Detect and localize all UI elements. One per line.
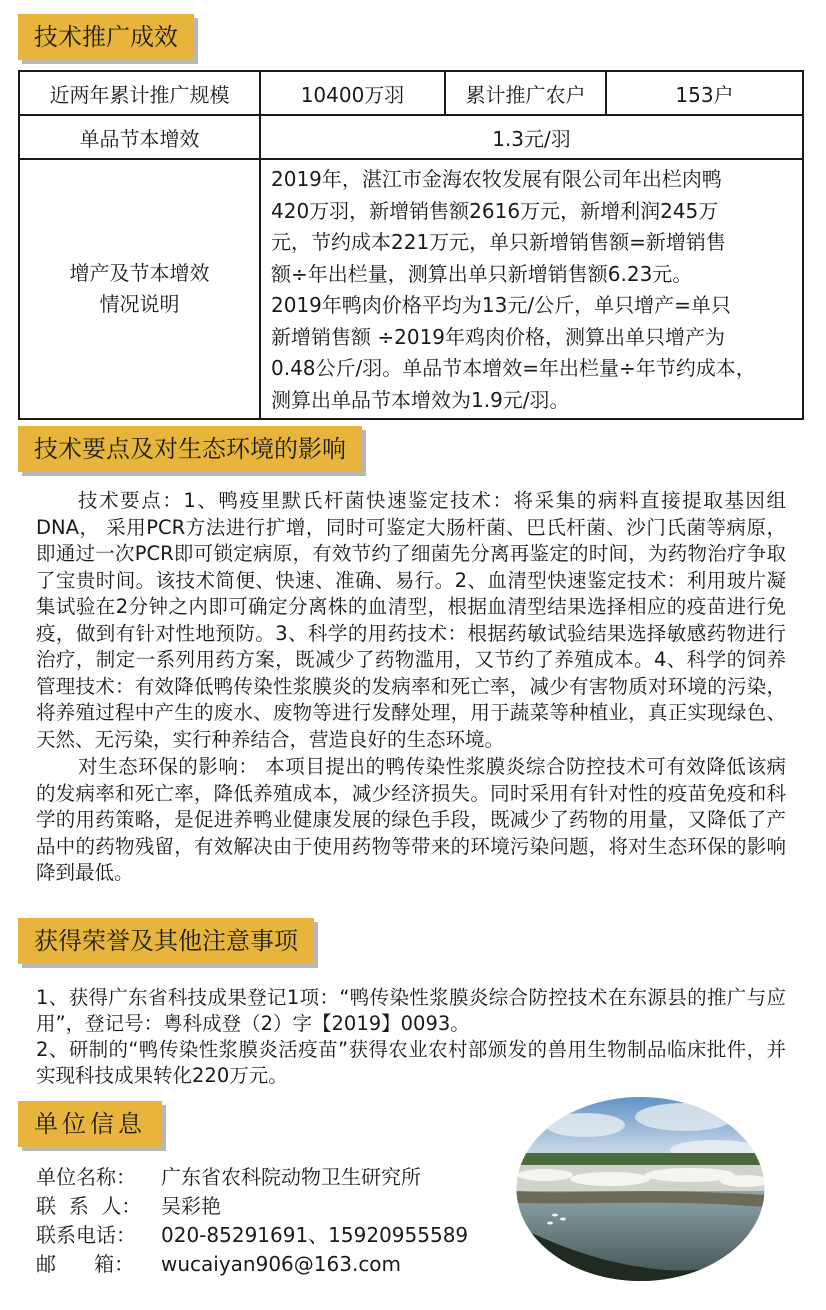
honor-item: 1、获得广东省科技成果登记1项：“鸭传染性浆膜炎综合防控技术在东源县的推广与应用”，登记号：粤科成登（2）字【2019】0093。 bbox=[36, 986, 786, 1035]
honor-item: 2、研制的“鸭传染性浆膜炎活疫苗”获得农业农村部颁发的兽用生物制品临床批件，并实现科技成果转化220万元。 bbox=[36, 1038, 786, 1087]
explain-line: 元，节约成本221万元，单只新增销售额=新增销售 bbox=[271, 230, 726, 254]
email-label: 邮 箱： bbox=[36, 1252, 135, 1276]
explain-line: 2019年，湛江市金海农牧发展有限公司年出栏肉鸭 bbox=[271, 167, 722, 191]
section-title-tech: 技术要点及对生态环境的影响 bbox=[18, 426, 362, 472]
explain-line: 420万羽，新增销售额2616万元，新增利润245万 bbox=[271, 198, 719, 223]
farmers-value: 153户 bbox=[606, 71, 803, 115]
section-title-results: 技术推广成效 bbox=[18, 14, 194, 60]
explain-line: 额÷年出栏量，测算出单只新增销售额6.23元。 bbox=[271, 261, 693, 286]
explain-label-line1: 增产及节本增效 bbox=[69, 261, 210, 285]
unit-name-row bbox=[36, 1163, 468, 1192]
farmers-label: 累计推广农户 bbox=[445, 71, 606, 115]
explain-line: 2019年鸭肉价格平均为13元/公斤，单只增产=单只 bbox=[271, 293, 731, 317]
phone-number: 020-85291691、15920955589 bbox=[161, 1223, 469, 1247]
honors-list bbox=[36, 985, 786, 1089]
email-address: wucaiyan906@163.com bbox=[161, 1252, 402, 1276]
saving-value: 1.3元/羽 bbox=[260, 115, 803, 159]
phone-row bbox=[36, 1221, 468, 1250]
eco-impact-text: 对生态环保的影响： 本项目提出的鸭传染性浆膜炎综合防控技术可有效降低该病的发病率和死亡率，降低养殖成本，减少经济损失。同时采用有针对性的疫苗免疫和科学的用药策略，是促进养鸭业健康发展的绿色手段，既减少了药物的用量，又降低了产品中的药物残留，有效解决由于使用药物等带来的环境污染问题，将对生态环保的影响降到最低。 bbox=[36, 755, 786, 884]
contact-person-row bbox=[36, 1192, 468, 1221]
section-title-unit: 单位信息 bbox=[18, 1101, 162, 1147]
unit-name-label: 单位名称： bbox=[36, 1165, 136, 1189]
explain-text bbox=[260, 159, 803, 419]
email-row bbox=[36, 1250, 468, 1279]
saving-label: 单品节本增效 bbox=[19, 115, 260, 159]
table-row bbox=[19, 115, 803, 159]
explain-label-line2: 情况说明 bbox=[99, 292, 180, 316]
tech-key-points: 技术要点：1、鸭疫里默氏杆菌快速鉴定技术：将采集的病料直接提取基因组DNA， 采用PCR方法进行扩增，同时可鉴定大肠杆菌、巴氏杆菌、沙门氏菌等病原，即通过一次PCR即可锁定病原，有效节约了细菌先分离再鉴定的时间，为药物治疗争取了宝贵时间。该技术简便、快速、准确、易行。2、血清型快速鉴定技术：利用玻片凝集试验在2分钟之内即可确定分离株的血清型，根据血清型结果选择相应的疫苗进行免疫，做到有针对性地预防。3、科学的用药技术：根据药敏试验结果选择敏感药物进行治疗，制定一系列用药方案，既减少了药物滥用，又节约了养殖成本。4、科学的饲养管理技术：有效降低鸭传染性浆膜炎的发病率和死亡率，减少有害物质对环境的污染，将养殖过程中产生的废水、废物等进行发酵处理，用于蔬菜等种植业，真正实现绿色、天然、无污染，实行种养结合，营造良好的生态环境。 bbox=[36, 489, 786, 751]
duck-farm-photo bbox=[515, 1095, 766, 1283]
explain-label bbox=[19, 159, 260, 419]
scale-label: 近两年累计推广规模 bbox=[19, 71, 260, 115]
table-row bbox=[19, 159, 803, 419]
section-title-honors: 获得荣誉及其他注意事项 bbox=[18, 918, 314, 964]
unit-info bbox=[36, 1163, 468, 1279]
unit-name: 广东省农科院动物卫生研究所 bbox=[161, 1165, 421, 1189]
explain-line: 测算出单品节本增效为1.9元/羽。 bbox=[271, 387, 570, 412]
phone-label: 联系电话： bbox=[36, 1223, 136, 1247]
contact-person: 吴彩艳 bbox=[161, 1194, 221, 1218]
explain-line: 新增销售额 ÷2019年鸡肉价格，测算出单只增产为 bbox=[271, 324, 726, 349]
explain-line: 0.48公斤/羽。单品节本增效=年出栏量÷年节约成本， bbox=[271, 356, 756, 380]
results-table bbox=[18, 70, 804, 420]
scale-value: 10400万羽 bbox=[260, 71, 445, 115]
contact-person-label: 联 系 人： bbox=[36, 1194, 142, 1218]
table-row bbox=[19, 71, 803, 115]
